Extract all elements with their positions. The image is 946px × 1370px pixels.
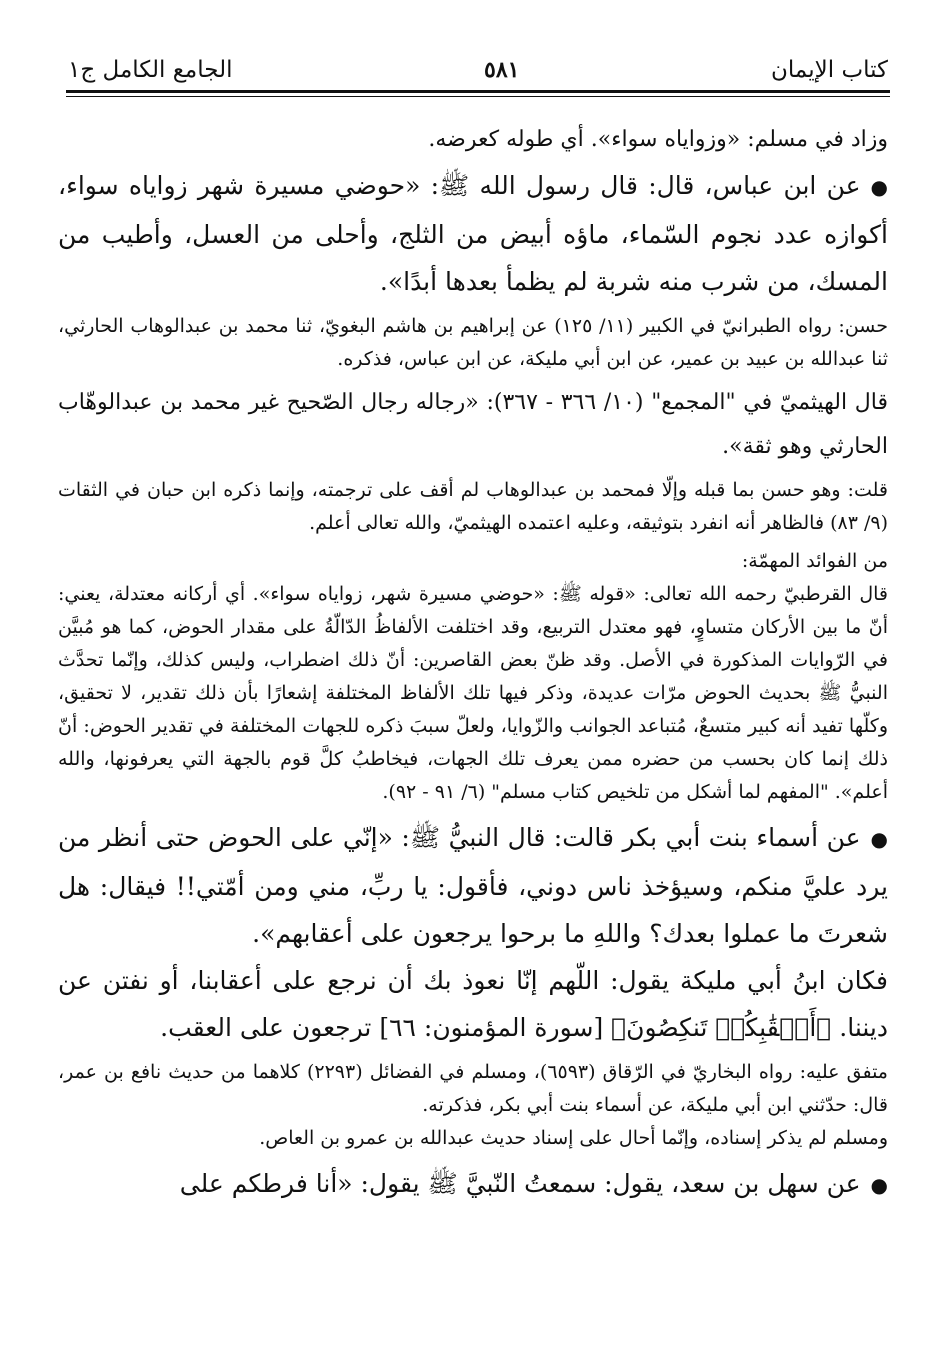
text-paragraph: قال الهيثميّ في "المجمع" (١٠/ ٣٦٦ - ٣٦٧): «رجاله رجال الصّحيح غير محمد بن عبدالوهّاب الحارثي وهو ثقة».: [58, 390, 889, 459]
bullet-icon: ●: [870, 1173, 888, 1197]
bullet-icon: ●: [870, 175, 888, 199]
page-body: [58, 118, 888, 1209]
text-paragraph: فكان ابنُ أبي مليكة يقول: اللّهم إنّا نعوذ بك أن نرجع على أعقابنا، أو نفتن عن ديننا. ﴿أَعۡقَٰبِكُمۡ تَنكِصُونَ﴾ [سورة المؤمنون: ٦٦] ترجعون على العقب.: [58, 966, 888, 1042]
page-header: [68, 50, 888, 90]
header-rule-thick: [66, 90, 890, 93]
takhrij-paragraph: حسن: رواه الطبرانيّ في الكبير (١١/ ١٢٥) عن إبراهيم بن هاشم البغويّ، ثنا محمد بن عبدالوهاب الحارثي، ثنا عبدالله بن عبيد بن عمير، عن ابن أبي مليكة، عن ابن عباس، فذكره.: [58, 315, 888, 370]
text-paragraph: وزاد في مسلم: «وزواياه سواء». أي طوله كعرضه.: [428, 127, 888, 152]
note-paragraph: ومسلم لم يذكر إسناده، وإنّما أحال على إسناد حديث عبدالله بن عمرو بن العاص.: [259, 1127, 888, 1149]
chapter-title: كتاب الإيمان: [771, 57, 888, 83]
bullet-icon: ●: [870, 827, 888, 851]
hadith-paragraph: [58, 162, 888, 305]
hadith-paragraph: [58, 814, 888, 957]
header-rule-thin: [66, 96, 890, 97]
hadith-text: عن سهل بن سعد، يقول: سمعتُ النّبيَّ ﷺ يقول: «أنا فرطكم على: [179, 1169, 861, 1198]
hadith-text: عن أسماء بنت أبي بكر قالت: قال النبيُّ ﷺ: «إنّي على الحوض حتى أنظر من يرد عليَّ منكم، وسيؤخذ ناس دوني، فأقول: يا ربِّ، مني ومن أمّتي!! فيقال: هل شعرتَ ما عملوا بعدك؟ واللهِ ما برحوا يرجعون على أعقابهم».: [58, 823, 888, 948]
section-heading: من الفوائد المهمّة:: [741, 550, 888, 572]
hadith-paragraph: [58, 1160, 888, 1209]
page-number: ٥٨١: [484, 57, 520, 83]
note-paragraph: قلت: وهو حسن بما قبله وإلّا فمحمد بن عبدالوهاب لم أقف على ترجمته، وإنما ذكره ابن حبان في الثقات (٩/ ٨٣) فالظاهر أنه انفرد بتوثيقه، وعليه اعتمده الهيثميّ، والله تعالى أعلم.: [58, 479, 888, 534]
hadith-text: عن ابن عباس، قال: قال رسول الله ﷺ: «حوضي مسيرة شهر زواياه سواء، أكوازه عدد نجوم السّماء، ماؤه أبيض من الثلج، وأحلى من العسل، وأطيب من المسك، من شرب منه شربة لم يظمأ بعدها أبدًا».: [58, 171, 888, 296]
book-title: الجامع الكامل ج١: [68, 57, 233, 83]
commentary-paragraph: قال القرطبيّ رحمه الله تعالى: «قوله ﷺ: «حوضي مسيرة شهر، زواياه سواء». أي أركانه معتدلة، يعني: أنّ ما بين الأركان متساوٍ، فهو معتدل التربيع، وقد اختلفت الألفاظُ الدّالّةُ على مقدار الحوض، كما هو مُبيَّن في الرّوايات المذكورة في الأصل. وقد ظنّ بعض القاصرين: أنّ ذلك اضطراب، وليس كذلك، وإنّما تحدَّث النبيُّ ﷺ بحديث الحوض مرّات عديدة، وذكر فيها تلك الألفاظ المختلفة إشعارًا بأن ذلك تقدير، لا تحقيق، وكلّها تفيد أنه كبير متسعٌ، مُتباعد الجوانب والزّوايا، ولعلّ سببَ ذكره للجهات المختلفة في تقدير الحوض: أنّ ذلك إنما كان بحسب من حضره ممن يعرف تلك الجهات، فيخاطبُ كلَّ قوم بالجهة التي يعرفونها، والله أعلم». "المفهم لما أشكل من تلخيص كتاب مسلم" (٦/ ٩١ - ٩٢).: [58, 583, 888, 803]
takhrij-paragraph: متفق عليه: رواه البخاريّ في الرّقاق (٦٥٩٣)، ومسلم في الفضائل (٢٢٩٣) كلاهما من حديث نافع بن عمر، قال: حدّثني ابن أبي مليكة، عن أسماء بنت أبي بكر، فذكرته.: [58, 1061, 888, 1116]
